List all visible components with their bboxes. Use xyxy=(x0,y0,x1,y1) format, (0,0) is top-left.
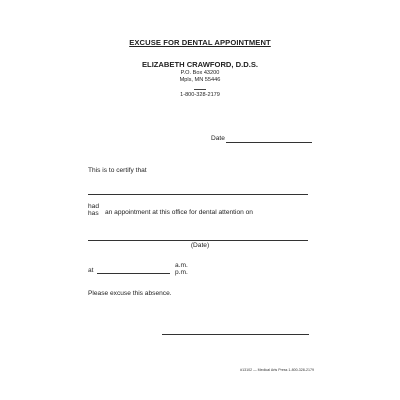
phone-number: 1-800-328-2179 xyxy=(180,92,220,98)
am-label: a.m. xyxy=(175,262,188,269)
had-label: had xyxy=(88,203,100,210)
form-footer: #13102 — Medical Arts Press 1-800-328-2179 xyxy=(240,368,314,372)
certify-text: This is to certify that xyxy=(88,167,147,174)
header-divider xyxy=(194,89,206,90)
pm-label: p.m. xyxy=(175,268,188,276)
doctor-name: ELIZABETH CRAWFORD, D.D.S. xyxy=(141,60,258,69)
signature-line[interactable] xyxy=(162,334,309,335)
excuse-text: Please excuse this absence. xyxy=(88,290,172,297)
date-line[interactable] xyxy=(226,142,312,143)
time-line[interactable] xyxy=(97,273,170,274)
appointment-date-line[interactable] xyxy=(88,240,308,241)
had-has-choice xyxy=(88,204,99,218)
address-line-1: P.O. Box 43200 xyxy=(180,70,220,76)
address-line-2: Mpls, MN 55446 xyxy=(179,77,221,83)
at-label: at xyxy=(88,267,94,274)
am-pm-choice xyxy=(175,263,188,277)
date-label: Date xyxy=(211,135,225,142)
has-label: has xyxy=(88,209,99,217)
form-title: EXCUSE FOR DENTAL APPOINTMENT xyxy=(129,38,271,47)
form-page xyxy=(72,30,328,370)
date-caption: (Date) xyxy=(190,242,210,249)
patient-name-line[interactable] xyxy=(88,194,308,195)
appointment-text: an appointment at this office for dental attention on xyxy=(105,209,253,216)
